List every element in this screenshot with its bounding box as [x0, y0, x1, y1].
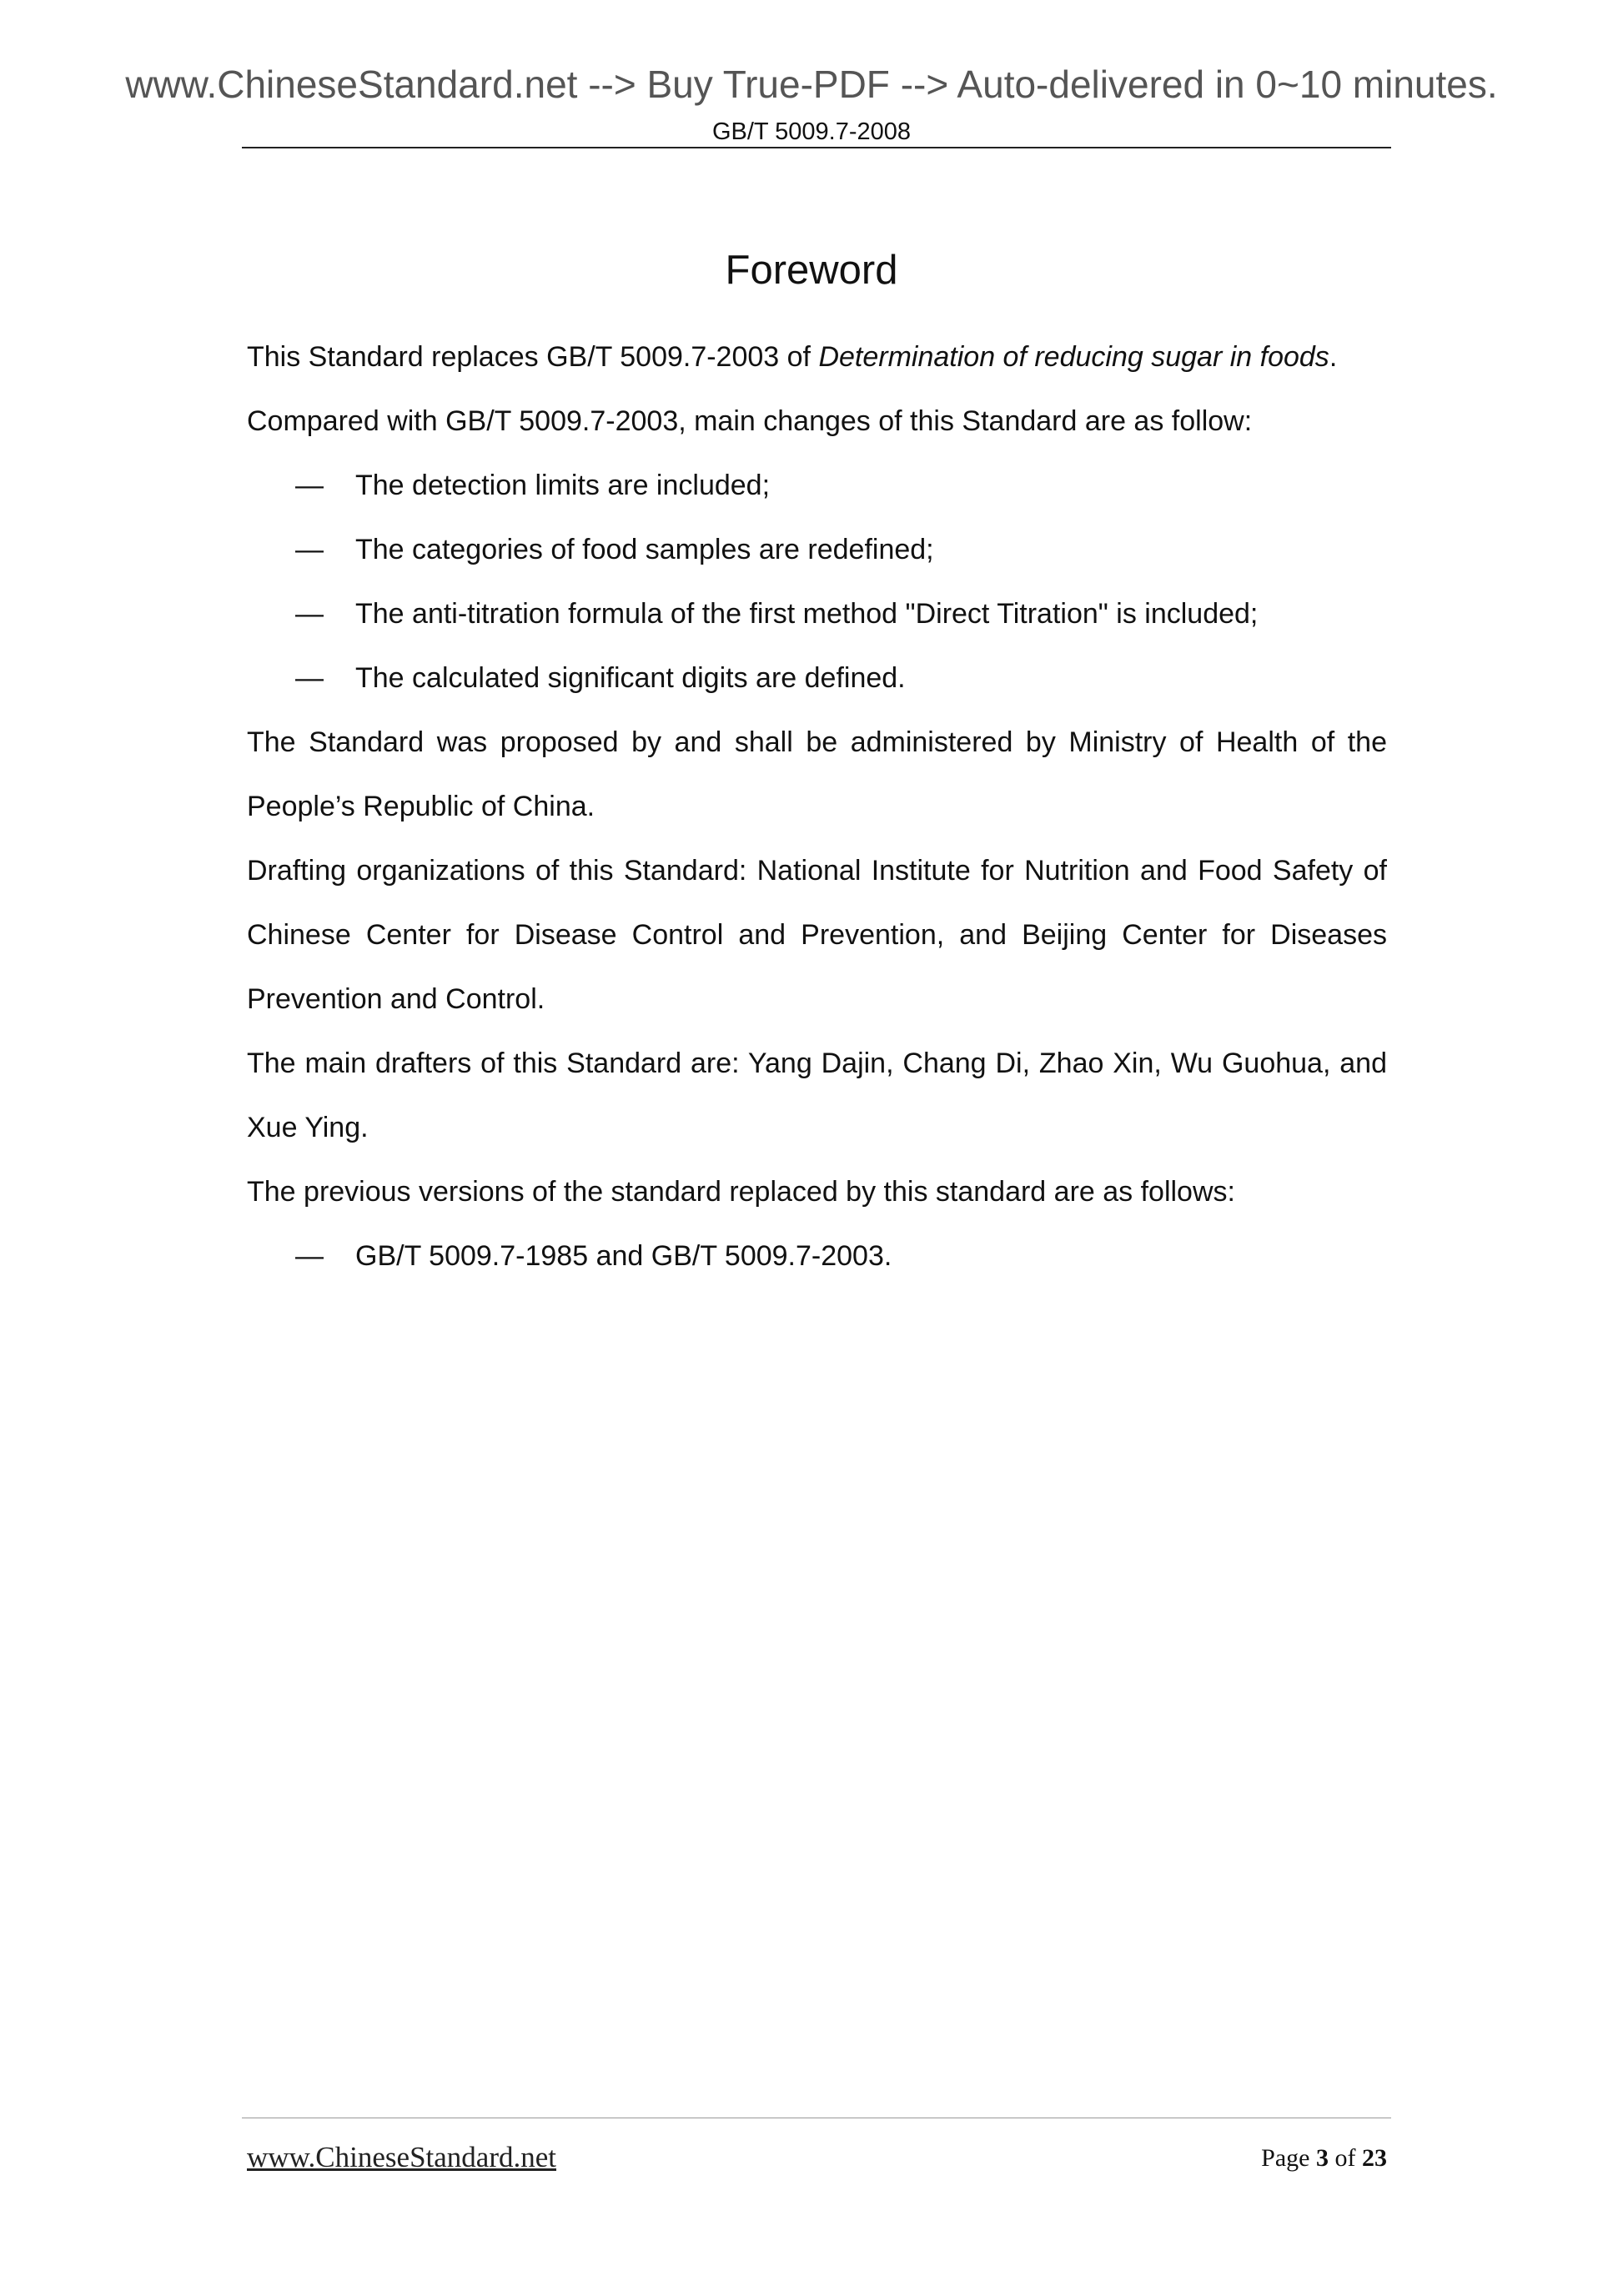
header-divider: [242, 147, 1391, 148]
replacement-paragraph: [247, 325, 1387, 389]
page-current: 3: [1316, 2144, 1329, 2172]
foreword-body: [247, 325, 1387, 1289]
change-item-text: The anti-titration formula of the first method "Direct Titration" is included;: [355, 598, 1259, 630]
replacement-text: This Standard replaces GB/T 5009.7-2003 of: [247, 341, 819, 373]
list-item: [247, 518, 1387, 582]
dash-bullet: —: [295, 598, 324, 630]
previous-versions-intro: The previous versions of the standard replaced by this standard are as follows:: [247, 1176, 1235, 1208]
promo-banner: www.ChineseStandard.net --> Buy True-PDF --> Auto-delivered in 0~10 minutes.: [125, 63, 1498, 106]
drafters-paragraph: The main drafters of this Standard are: Yang Dajin, Chang Di, Zhao Xin, Wu Guohua, and Xue Ying.: [247, 1048, 1387, 1143]
list-item: [247, 1224, 1387, 1289]
proposed-by-paragraph: The Standard was proposed by and shall be administered by Ministry of Health of the People’s Republic of China.: [247, 726, 1387, 822]
dash-bullet: —: [295, 1240, 324, 1272]
list-item: [247, 646, 1387, 711]
change-item-text: The detection limits are included;: [355, 470, 771, 501]
changes-intro: Compared with GB/T 5009.7-2003, main changes of this Standard are as follow:: [247, 405, 1253, 437]
list-item: [247, 582, 1387, 646]
change-item-text: The categories of food samples are redefined;: [355, 534, 934, 565]
dash-bullet: —: [295, 662, 324, 694]
change-item-text: The calculated significant digits are defined.: [355, 662, 906, 694]
list-item: [247, 454, 1387, 518]
drafting-organizations-paragraph: Drafting organizations of this Standard: National Institute for Nutrition and Food Safety of Chinese Center for Disease Control and Prevention, and Beijing Center for Diseases Prevention and Control.: [247, 855, 1387, 1015]
page-number: [1261, 2144, 1387, 2173]
previous-version-text: GB/T 5009.7-1985 and GB/T 5009.7-2003.: [355, 1240, 892, 1272]
replacement-period: .: [1329, 341, 1338, 373]
page-label: Page: [1261, 2144, 1310, 2172]
dash-bullet: —: [295, 470, 324, 501]
replaced-standard-title: Determination of reducing sugar in foods: [818, 341, 1329, 373]
page-title: Foreword: [725, 248, 898, 293]
document-code: GB/T 5009.7-2008: [711, 118, 912, 145]
page-of-label: of: [1334, 2144, 1356, 2172]
footer-website-link[interactable]: www.ChineseStandard.net: [247, 2141, 556, 2173]
page-total: 23: [1362, 2144, 1387, 2172]
dash-bullet: —: [295, 534, 324, 565]
